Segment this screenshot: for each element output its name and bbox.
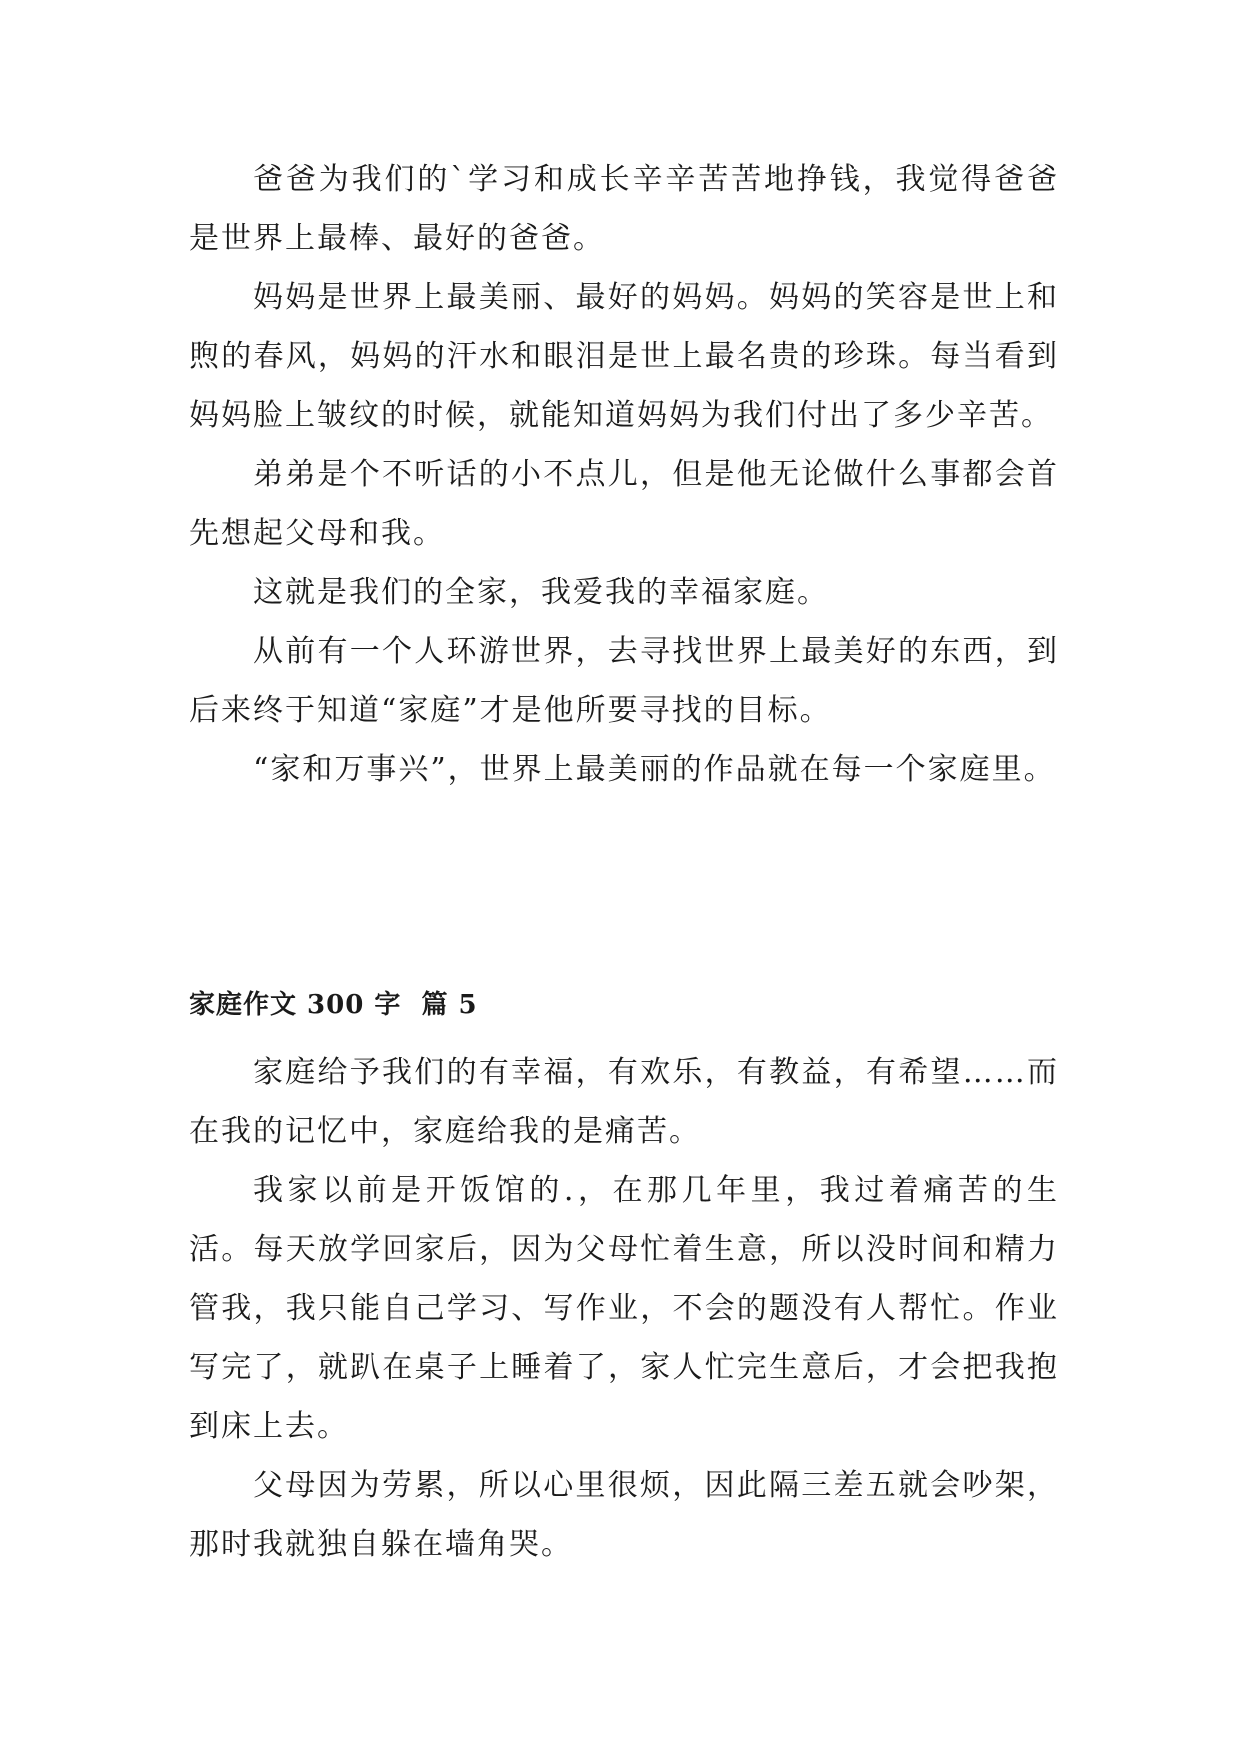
- paragraph: 这就是我们的全家，我爱我的幸福家庭。: [253, 575, 829, 610]
- paragraph: 从前有一个人环游世界，去寻找世界上最美好的东西，到后来终于知道“家庭”才是他所要寻找的目标。: [189, 634, 1059, 728]
- paragraph: 妈妈是世界上最美丽、最好的妈妈。妈妈的笑容是世上和煦的春风，妈妈的汗水和眼泪是世上最名贵的珍珠。每当看到妈妈脸上皱纹的时候，就能知道妈妈为我们付出了多少辛苦。: [189, 280, 1059, 433]
- paragraph: 父母因为劳累，所以心里很烦，因此隔三差五就会吵架，那时我就独自躲在墙角哭。: [189, 1468, 1059, 1562]
- essay-part-1: [189, 150, 1059, 799]
- paragraph: “家和万事兴”，世界上最美丽的作品就在每一个家庭里。: [253, 752, 1056, 787]
- paragraph: 家庭给予我们的有幸福，有欢乐，有教益，有希望……而在我的记忆中，家庭给我的是痛苦。: [189, 1055, 1059, 1149]
- essay-part-2: [189, 1043, 1059, 1574]
- paragraph: 我家以前是开饭馆的.，在那几年里，我过着痛苦的生活。每天放学回家后，因为父母忙着生意，所以没时间和精力管我，我只能自己学习、写作业，不会的题没有人帮忙。作业写完了，就趴在桌子上睡着了，家人忙完生意后，才会把我抱到床上去。: [189, 1173, 1059, 1444]
- paragraph: 弟弟是个不听话的小不点儿，但是他无论做什么事都会首先想起父母和我。: [189, 457, 1059, 551]
- section-heading: 家庭作文 300 字 篇 5: [189, 990, 478, 1020]
- paragraph: 爸爸为我们的`学习和成长辛辛苦苦地挣钱，我觉得爸爸是世界上最棒、最好的爸爸。: [189, 162, 1059, 256]
